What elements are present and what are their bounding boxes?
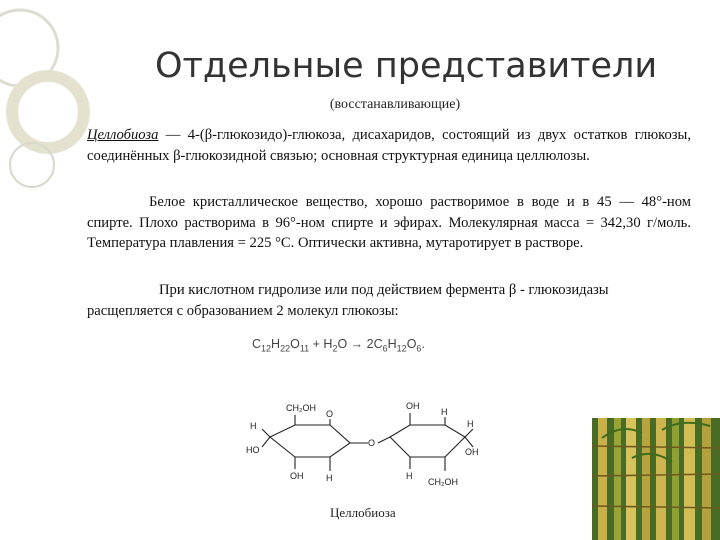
slide-subtitle: (восстанавливающие) bbox=[329, 97, 461, 112]
svg-text:CH₂OH: CH₂OH bbox=[428, 477, 458, 487]
paragraph-hydrolysis: При кислотном гидролизе или под действием фермента β - глюкозидазы расщепляется с образованием 2 молекул глюкозы: bbox=[87, 282, 609, 319]
definition-text: — 4-(β-глюкозидо)-глюкоза, дисахаридов, состоящий из двух остатков глюкозы, соединённых β-глюкозидной связью; основная структурная единица целлюлозы. bbox=[87, 127, 691, 164]
svg-text:CH₂OH: CH₂OH bbox=[286, 403, 316, 413]
svg-text:H: H bbox=[467, 419, 474, 429]
cellobiose-structure bbox=[240, 395, 480, 505]
svg-text:O: O bbox=[368, 438, 376, 448]
svg-text:H: H bbox=[250, 421, 257, 431]
svg-text:O: O bbox=[326, 409, 334, 419]
svg-text:H: H bbox=[441, 407, 448, 417]
svg-text:H: H bbox=[326, 473, 333, 483]
paragraph-properties: Белое кристаллическое вещество, хорошо растворимое в воде и в 45 — 48°-ном спирте. Плохо растворима в 96°-ном спирте и эфирах. Молекулярная масса = 342,30 г/моль. Температура плавления = 225 °С. Оптически активна, мутаротирует в растворе. bbox=[87, 194, 691, 251]
hydrolysis-equation: $C_{12}H_{22}O_{11} + H_2O \to 2C_6H_{12}O_6$. bbox=[252, 337, 425, 354]
svg-text:H: H bbox=[406, 471, 413, 481]
svg-text:OH: OH bbox=[290, 471, 304, 481]
term-cellobiose: Целлобиоза bbox=[87, 127, 159, 143]
structure-caption: Целлобиоза bbox=[330, 505, 396, 520]
svg-text:HO: HO bbox=[246, 445, 260, 455]
slide-title: Отдельные представители bbox=[155, 46, 658, 86]
sugarcane-photo bbox=[592, 418, 720, 540]
svg-text:OH: OH bbox=[465, 447, 479, 457]
svg-text:OH: OH bbox=[406, 401, 420, 411]
paragraph-definition bbox=[87, 125, 691, 166]
